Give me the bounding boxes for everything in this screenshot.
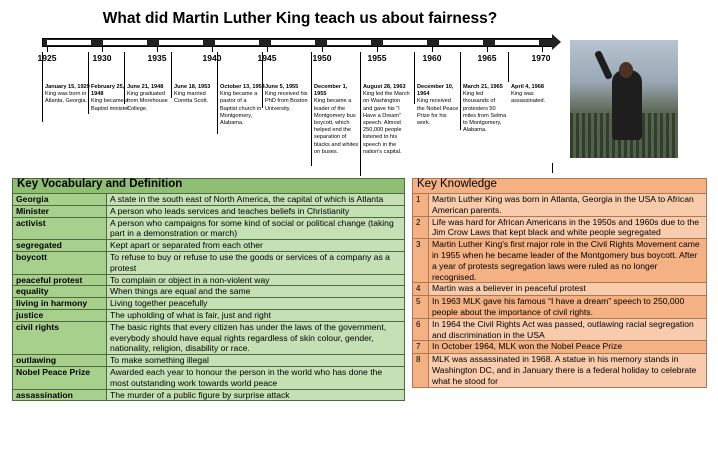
vocabulary-row [13, 389, 405, 401]
vocabulary-row [13, 309, 405, 321]
knowledge-number: 5 [413, 296, 429, 319]
vocabulary-row [13, 321, 405, 354]
timeline-event [360, 84, 410, 156]
timeline-year: 1955 [367, 53, 387, 63]
event-date: February 25, 1948 [91, 84, 125, 98]
event-date: January 15, 1929 [45, 84, 90, 90]
knowledge-text: In 1963 MLK gave his famous “I have a dream” speech to 250,000 people about the importance of civil rights. [429, 296, 707, 319]
event-date: June 5, 1955 [265, 84, 299, 90]
vocabulary-definition: To make something illegal [107, 355, 405, 367]
timeline-year: 1970 [531, 53, 551, 63]
knowledge-number: 8 [413, 354, 429, 387]
knowledge-row [413, 341, 707, 354]
vocabulary-heading: Key Vocabulary and Definition [13, 179, 405, 194]
knowledge-row [413, 354, 707, 387]
timeline-tick [47, 47, 48, 52]
vocabulary-term: boycott [13, 251, 107, 274]
timeline-year: 1965 [477, 53, 497, 63]
event-text: King was assassinated. [511, 91, 546, 105]
event-text: King led the March on Washington and gave his “I Have a Dream” speech. Almost 250,000 people listened to his speech in the nation's capital. [363, 91, 410, 155]
text-cursor [552, 163, 553, 173]
event-text: King became a Baptist minister. [91, 98, 131, 112]
vocabulary-definition: A person who leads services and teaches beliefs in Christianity [107, 205, 405, 217]
event-date: December 10, 1964 [417, 84, 454, 98]
timeline-event [311, 84, 359, 156]
knowledge-number: 3 [413, 239, 429, 283]
vocabulary-term: outlawing [13, 355, 107, 367]
vocabulary-table [12, 178, 405, 401]
knowledge-row [413, 239, 707, 283]
vocabulary-row [13, 240, 405, 252]
vocabulary-definition: A person who campaigns for some kind of social or political change (taking part in a demonstration or march) [107, 217, 405, 240]
vocabulary-row [13, 366, 405, 389]
timeline-event [508, 84, 554, 106]
vocabulary-row [13, 298, 405, 310]
knowledge-text: In October 1964, MLK won the Nobel Peace Prize [429, 341, 707, 354]
knowledge-number: 7 [413, 341, 429, 354]
knowledge-table [412, 178, 707, 388]
timeline-year: 1935 [147, 53, 167, 63]
knowledge-text: Martin Luther King's first major role in the Civil Rights Movement came in 1955 when he became leader of the Montgomery bus boycott. After a year of protests segregation laws were ruled as no longer recognised. [429, 239, 707, 283]
vocabulary-row [13, 355, 405, 367]
knowledge-text: MLK was assassinated in 1968. A statue in his memory stands in Washington DC, and in January there is a federal holiday to celebrate what he stood for [429, 354, 707, 387]
event-text: King was born in Atlanta, Georgia. [45, 91, 87, 105]
timeline-tick [432, 47, 433, 52]
timeline-tick [267, 47, 268, 52]
timeline-year: 1960 [422, 53, 442, 63]
timeline-event [171, 84, 221, 106]
vocabulary-definition: When things are equal and the same [107, 286, 405, 298]
vocabulary-definition: The basic rights that every citizen has under the laws of the government, everybody should have equal rights regardless of skin colour, gender, nationality, religion, disability or race. [107, 321, 405, 354]
timeline-event [124, 84, 174, 113]
vocabulary-row [13, 286, 405, 298]
event-date: October 13, 1954 [220, 84, 265, 90]
knowledge-row [413, 283, 707, 296]
event-text: King received his PhD from Boston University. [265, 91, 308, 112]
timeline-tick [322, 47, 323, 52]
knowledge-number: 1 [413, 194, 429, 217]
vocabulary-term: activist [13, 217, 107, 240]
vocabulary-term: segregated [13, 240, 107, 252]
vocabulary-term: peaceful protest [13, 274, 107, 286]
vocabulary-definition: The upholding of what is fair, just and right [107, 309, 405, 321]
vocabulary-term: justice [13, 309, 107, 321]
event-date: June 21, 1948 [127, 84, 164, 90]
event-text: King became a pastor of a Baptist church in Montgomery, Alabama. [220, 91, 262, 127]
event-date: June 18, 1953 [174, 84, 211, 90]
knowledge-number: 6 [413, 318, 429, 341]
event-text: King received the Nobel Peace Prize for his work. [417, 98, 459, 127]
event-text: King married Coretta Scott. [174, 91, 209, 105]
vocabulary-term: living in harmony [13, 298, 107, 310]
timeline-tick [542, 47, 543, 52]
timeline-tick [102, 47, 103, 52]
timeline-event [217, 84, 265, 127]
vocabulary-definition: A state in the south east of North America, the capital of which is Atlanta [107, 194, 405, 206]
knowledge-number: 2 [413, 216, 429, 239]
timeline-year: 1950 [312, 53, 332, 63]
knowledge-row [413, 296, 707, 319]
vocabulary-term: Minister [13, 205, 107, 217]
timeline-bar [42, 38, 554, 47]
vocabulary-row [13, 274, 405, 286]
knowledge-text: Martin was a believer in peaceful protest [429, 283, 707, 296]
timeline-tick [377, 47, 378, 52]
timeline-tick [487, 47, 488, 52]
knowledge-row [413, 216, 707, 239]
vocabulary-row [13, 205, 405, 217]
knowledge-text: Martin Luther King was born in Atlanta, Georgia in the USA to African American parents. [429, 194, 707, 217]
timeline-event [262, 84, 314, 113]
timeline-event [42, 84, 94, 106]
timeline-event [460, 84, 508, 134]
knowledge-row [413, 194, 707, 217]
vocabulary-definition: Living together peacefully [107, 298, 405, 310]
timeline-year: 1940 [202, 53, 222, 63]
knowledge-text: Life was hard for African Americans in the 1950s and 1960s due to the Jim Crow Laws that kept black and white people segregated [429, 216, 707, 239]
event-date: April 4, 1968 [511, 84, 544, 90]
mlk-photo [570, 40, 678, 158]
event-text: King graduated from Morehouse College. [127, 91, 168, 112]
page-title: What did Martin Luther King teach us about fairness? [102, 10, 498, 27]
timeline-tick [212, 47, 213, 52]
vocabulary-row [13, 217, 405, 240]
timeline-year: 1925 [37, 53, 57, 63]
vocabulary-definition: Kept apart or separated from each other [107, 240, 405, 252]
vocabulary-definition: Awarded each year to honour the person in the world who has done the most outstanding work towards world peace [107, 366, 405, 389]
knowledge-number: 4 [413, 283, 429, 296]
vocabulary-term: equality [13, 286, 107, 298]
timeline-year: 1945 [257, 53, 277, 63]
vocabulary-definition: To refuse to buy or refuse to use the goods or services of a company as a protest [107, 251, 405, 274]
timeline-tick [157, 47, 158, 52]
timeline-event [414, 84, 460, 127]
event-date: August 28, 1963 [363, 84, 406, 90]
event-date: December 1, 1955 [314, 84, 348, 98]
knowledge-row [413, 318, 707, 341]
vocabulary-definition: To complain or object in a non-violent way [107, 274, 405, 286]
vocabulary-term: Nobel Peace Prize [13, 366, 107, 389]
timeline-ticks [42, 47, 554, 52]
timeline-year: 1930 [92, 53, 112, 63]
vocabulary-row [13, 251, 405, 274]
vocabulary-definition: The murder of a public figure by surprise attack [107, 389, 405, 401]
knowledge-heading: Key Knowledge [413, 179, 707, 194]
vocabulary-term: assassination [13, 389, 107, 401]
event-date: March 21, 1965 [463, 84, 503, 90]
vocabulary-row [13, 194, 405, 206]
event-text: King led thousands of protesters 50 miles from Selma to Montgomery, Alabama. [463, 91, 507, 134]
knowledge-text: In 1964 the Civil Rights Act was passed, outlawing racial segregation and discrimination in the USA [429, 318, 707, 341]
vocabulary-term: civil rights [13, 321, 107, 354]
event-text: King became a leader of the Montgomery bus boycott, which helped end the separation of blacks and whites on buses. [314, 98, 359, 155]
vocabulary-term: Georgia [13, 194, 107, 206]
